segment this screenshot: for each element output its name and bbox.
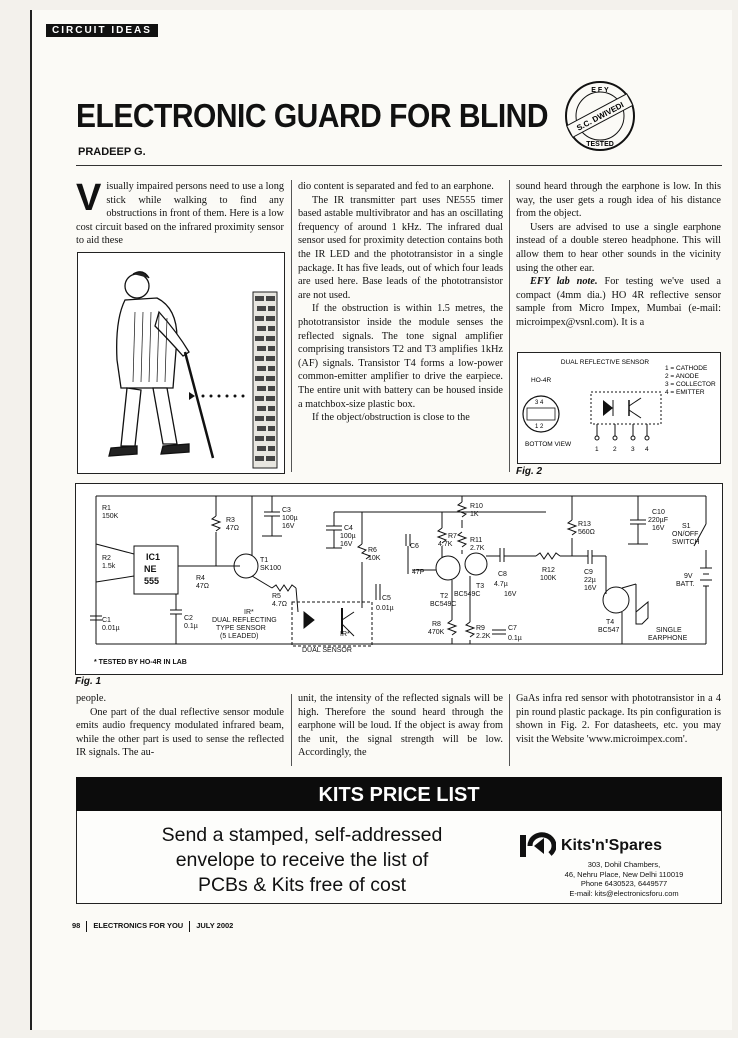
- c10-voltage: 16V: [652, 525, 665, 532]
- column-divider: [291, 180, 292, 472]
- column-3-top: [516, 180, 721, 330]
- r2-label: R2: [102, 555, 111, 562]
- c2-label: C2: [184, 615, 193, 622]
- column-2-top: [298, 180, 503, 425]
- t2-value: BC549C: [430, 601, 457, 608]
- fig2-pin-number-2: 2: [613, 446, 617, 453]
- earphone-label-2: EARPHONE: [648, 635, 688, 642]
- r13-label: R13: [578, 521, 591, 528]
- r7-label: R7: [448, 533, 457, 540]
- r11-label: R11: [470, 537, 483, 544]
- t3-value: BC549C: [454, 591, 481, 598]
- kits-price-list-banner: KITS PRICE LIST: [76, 777, 722, 811]
- kits-address-line-2: 46, Nehru Place, New Delhi 110019: [564, 869, 684, 879]
- fig2-pin-4: 4 = EMITTER: [665, 389, 705, 396]
- ir-sensor-label: IR*: [244, 609, 254, 616]
- r12-label: R12: [542, 567, 555, 574]
- column-2-bottom: [298, 692, 503, 760]
- col1-paragraph-1: isually impaired persons need to use a long stick while walking to find any obstructions in front of them. Here is a low cost circuit based on the infrared proximity sensor to aid these: [76, 181, 284, 247]
- c7-label: C7: [508, 625, 517, 632]
- r1-label: R1: [102, 505, 111, 512]
- battery-voltage: 9V: [684, 573, 693, 580]
- ir2-label: IR*: [340, 631, 350, 638]
- kits-address-line-1: 303, Dohil Chambers,: [587, 860, 661, 869]
- fig2-pin-number-4: 4: [645, 446, 649, 453]
- page-number: 98: [72, 921, 81, 931]
- stamp-top: E F Y: [591, 87, 609, 94]
- r1-value: 150K: [102, 513, 119, 520]
- r10-value: 1K: [470, 511, 479, 518]
- ic1-type-a: NE: [144, 564, 157, 574]
- kits-logo-icon: [520, 831, 556, 861]
- c8-value: 4.7µ: [494, 581, 508, 588]
- c10-label: C10: [652, 509, 665, 516]
- tested-stamp: [562, 78, 638, 154]
- t1-value: SK100: [260, 565, 282, 572]
- c3-value: 100µ: [282, 515, 298, 522]
- bottom-col1-paragraph-2: One part of the dual reflective sensor module emits audio frequency modulated infrared beam, while the other part is used to sense the reflected IR signals. The au-: [76, 706, 284, 759]
- col2-paragraph-2: The IR transmitter part uses NE555 timer based astable multivibrator and has an oscillating frequency of around 1 kHz. The infrared dual sensor used for proximity detection contains both the IR LED and the phototransistor in a single package. It has five leads, out of which four leads are used here. Base leads of the phototransistor are not used.: [298, 194, 503, 301]
- col3-paragraph-2: Users are advised to use a single earphone instead of a double stereo headphone. This will allow them to hear other sounds in the vicinity using the other ear.: [516, 221, 721, 274]
- c3-voltage: 16V: [282, 523, 295, 530]
- fig2-pin-3: 3 = COLLECTOR: [665, 381, 716, 388]
- article-title: ELECTRONIC GUARD FOR BLIND: [76, 98, 548, 135]
- fig2-pin-1: 1 = CATHODE: [665, 365, 708, 372]
- bottom-col2-paragraph-1: unit, the intensity of the reflected signals will be high. Therefore the sound heard through the earphone will be loud. If the object is away from the unit, the signal strength will be low. Accordingly, the: [298, 693, 503, 759]
- c6-label: C6: [410, 543, 419, 550]
- c1-value: 0.01µ: [102, 625, 120, 632]
- r4-value: 47Ω: [196, 583, 210, 590]
- col3-paragraph-1: sound heard through the earphone is low. In this way, the user gets a rough idea of his distance from the object.: [516, 181, 721, 220]
- kits-advertisement: [76, 811, 722, 904]
- r3-value: 47Ω: [226, 525, 240, 532]
- ic1-label: IC1: [146, 552, 161, 562]
- lab-note-lead: EFY lab note.: [530, 276, 598, 288]
- fig1-caption: Fig. 1: [75, 676, 102, 687]
- t2-label: T2: [440, 593, 449, 600]
- svg-text:3 4: 3 4: [535, 400, 544, 406]
- kits-line-3: PCBs & Kits free of cost: [197, 874, 407, 896]
- column-divider: [509, 694, 510, 766]
- r10-label: R10: [470, 503, 483, 510]
- col2-paragraph-1: dio content is separated and fed to an earphone.: [298, 181, 494, 192]
- r5-value: 4.7Ω: [272, 601, 287, 608]
- col3-paragraph-3: For testing we've used a compact (4mm dia.) HO 4R reflective sensor sample from Micro Impex, Mumbai (e-mail: microimpex@vsnl.com). It is a: [516, 276, 721, 328]
- c5-label: C5: [382, 595, 391, 602]
- ir-desc-1: DUAL REFLECTING: [212, 617, 277, 624]
- column-divider: [291, 694, 292, 766]
- r2-value: 1.5k: [102, 563, 116, 570]
- bottom-col3-paragraph-1: GaAs infra red sensor with phototransistor in a 4 pin round plastic package. Its pin configuration is shown in Fig. 2. For datasheets, etc. you may visit the Website 'www.microimpex.com'.: [516, 693, 721, 745]
- page-footer: [72, 921, 239, 932]
- kits-message: [137, 823, 467, 898]
- fig2-pin-number-1: 1: [595, 446, 599, 453]
- tested-note: * TESTED BY HO-4R IN LAB: [94, 659, 187, 666]
- fig2-pin-number-3: 3: [631, 446, 635, 453]
- fig2-caption: Fig. 2: [516, 466, 543, 477]
- c7-value: 0.1µ: [508, 635, 522, 642]
- r9-value: 2.2K: [476, 633, 491, 640]
- r5-label: R5: [272, 593, 281, 600]
- c1-label: C1: [102, 617, 111, 624]
- c2-value: 0.1µ: [184, 623, 198, 630]
- c3-label: C3: [282, 507, 291, 514]
- r9-label: R9: [476, 625, 485, 632]
- ir-desc-2: TYPE SENSOR: [216, 625, 266, 632]
- c8-label: C8: [498, 571, 507, 578]
- fig2-pin-2: 2 = ANODE: [665, 373, 699, 380]
- c4-label: C4: [344, 525, 353, 532]
- battery-label: BATT.: [676, 581, 695, 588]
- t3-label: T3: [476, 583, 485, 590]
- svg-text:1 2: 1 2: [535, 424, 544, 430]
- kits-address-line-3: Phone 6430523, 6449577: [580, 879, 668, 888]
- c10-value: 220µF: [648, 517, 668, 524]
- r8-value: 470K: [428, 629, 445, 636]
- fig2-title: DUAL REFLECTIVE SENSOR: [560, 359, 650, 366]
- dual-sensor-label: DUAL SENSOR: [302, 647, 352, 654]
- r4-label: R4: [196, 575, 205, 582]
- r3-label: R3: [226, 517, 235, 524]
- t1-label: T1: [260, 557, 269, 564]
- kits-address: [539, 860, 709, 898]
- r7-value: 4.7K: [438, 541, 453, 548]
- col2-paragraph-4: If the object/obstruction is close to the: [312, 412, 470, 424]
- bottom-col1-paragraph-1: people.: [76, 693, 107, 704]
- r12-value: 100K: [540, 575, 557, 582]
- r8-label: R8: [432, 621, 441, 628]
- drop-cap: V: [76, 177, 102, 219]
- c5-value: 0.01µ: [376, 605, 394, 612]
- fig1-schematic: [75, 483, 723, 675]
- s1-value: ON/OFF: [672, 531, 699, 538]
- ic1-type-b: 555: [144, 576, 160, 586]
- c4-value: 100µ: [340, 533, 356, 540]
- t4-label: T4: [606, 619, 615, 626]
- col2-paragraph-3: If the obstruction is within 1.5 metres, the phototransistor inside the module senses the reflected signals. The tone signal amplifier comprising transistors T2 and T3 amplifies 1kHz (AF) signals. Transistor T4 forms a low-power common-emitter amplifier to drive the earpiece. The entire unit with battery can be housed inside a matchbox-size plastic box.: [298, 303, 503, 410]
- stamp-bottom: TESTED: [586, 141, 614, 148]
- c4-voltage: 16V: [340, 541, 353, 548]
- kits-brand-name: Kits'n'Spares: [561, 837, 662, 854]
- column-1-bottom: [76, 692, 284, 760]
- section-tag: CIRCUIT IDEAS: [46, 24, 158, 37]
- r13-value: 560Ω: [578, 529, 595, 536]
- c9-label: C9: [584, 569, 593, 576]
- column-1-top: [76, 177, 284, 248]
- author-name: PRADEEP G.: [78, 146, 146, 158]
- c8-voltage: 16V: [504, 591, 517, 598]
- title-rule: [76, 165, 722, 166]
- issue-date: JULY 2002: [196, 921, 234, 931]
- stamp-name: S.C. DWIVEDI: [575, 100, 626, 133]
- kits-line-1: Send a stamped, self-addressed: [161, 824, 443, 846]
- s1-description: SWITCH: [672, 539, 700, 546]
- c6-value: 47P: [412, 569, 425, 576]
- kits-address-line-4: E-mail: kits@electronicsforu.com: [569, 888, 679, 898]
- c9-voltage: 16V: [584, 585, 597, 592]
- kits-line-2: envelope to receive the list of: [175, 849, 429, 871]
- r6-label: R6: [368, 547, 377, 554]
- earphone-label-1: SINGLE: [656, 627, 682, 634]
- c9-value: 22µ: [584, 577, 596, 584]
- blind-man-illustration: [77, 252, 285, 474]
- ir-desc-3: (5 LEADED): [220, 633, 259, 640]
- fig2-view-label: BOTTOM VIEW: [525, 441, 572, 448]
- fig2-sensor-diagram: [517, 352, 721, 464]
- magazine-name: ELECTRONICS FOR YOU: [93, 921, 184, 931]
- column-divider: [509, 180, 510, 472]
- column-3-bottom: [516, 692, 721, 746]
- r6-value: 10K: [368, 555, 381, 562]
- r11-value: 2.7K: [470, 545, 485, 552]
- s1-label: S1: [682, 523, 691, 530]
- fig2-part: HO-4R: [531, 377, 552, 384]
- t4-value: BC547: [598, 627, 620, 634]
